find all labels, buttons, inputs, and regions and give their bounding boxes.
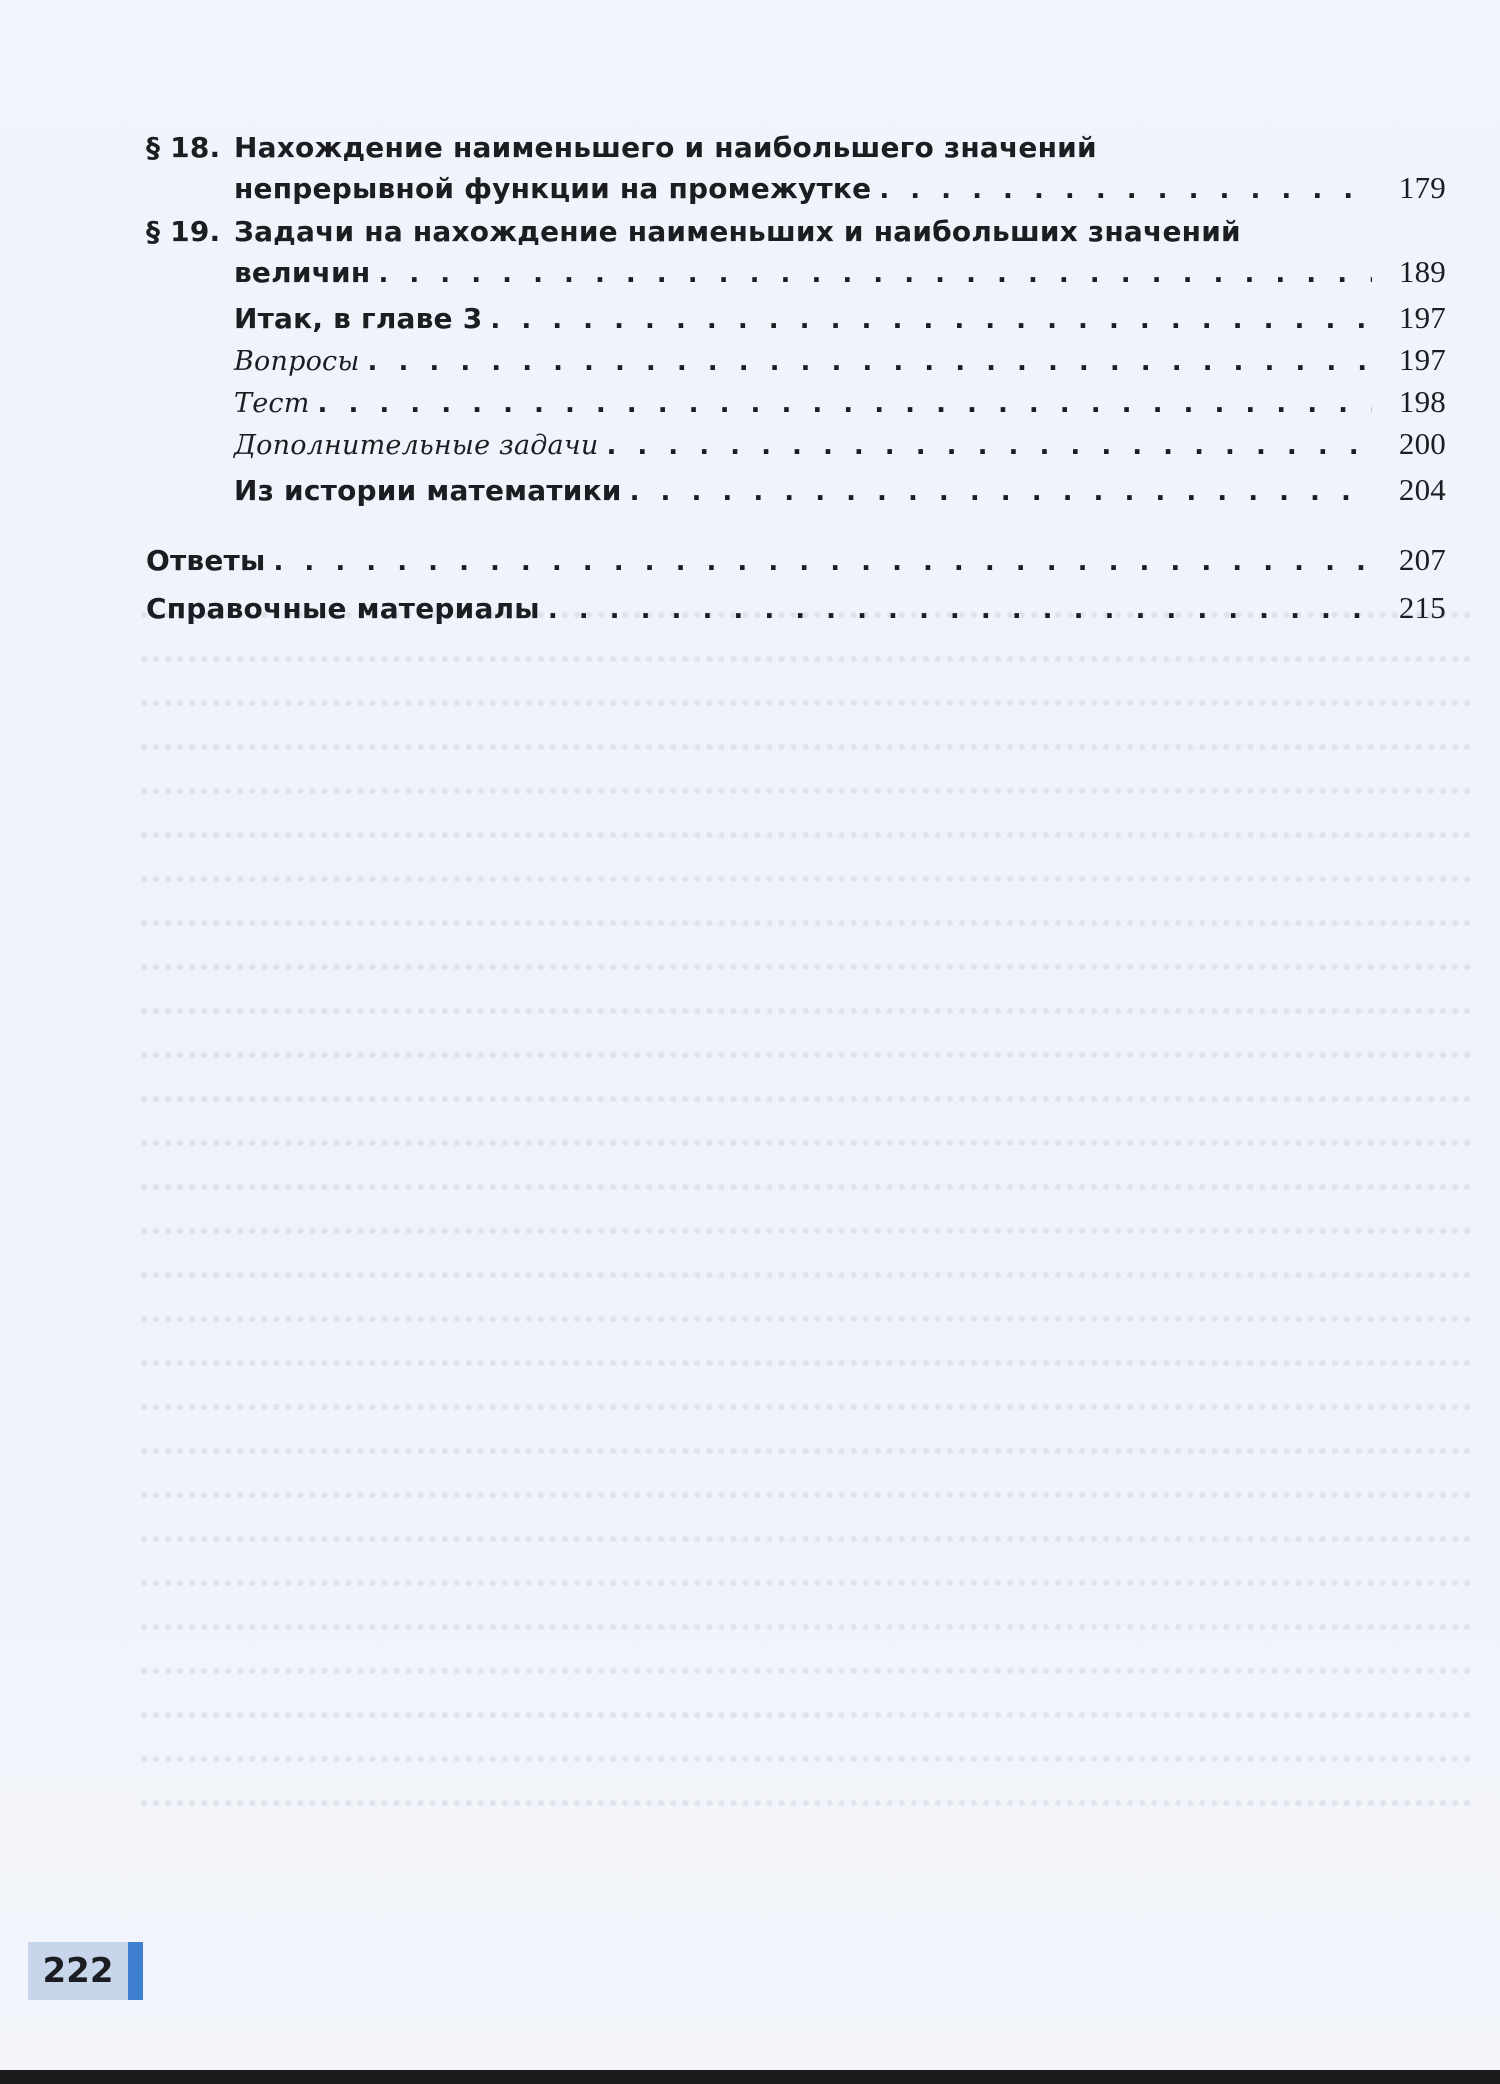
toc-entry-reference[interactable]: [146, 588, 1446, 630]
section-title-line1: Нахождение наименьшего и наибольшего значений: [234, 131, 1097, 164]
footer-page-number: 222: [42, 1951, 114, 1991]
toc-entry-answers[interactable]: [146, 540, 1446, 582]
section-title-line1: Задачи на нахождение наименьших и наибольших значений: [234, 215, 1241, 248]
section-number: § 18.: [146, 131, 221, 164]
entry-title: Итак, в главе 3: [234, 302, 483, 335]
page-number: 179: [1398, 170, 1446, 205]
dot-leader: [879, 170, 1372, 210]
page-number: 204: [1398, 472, 1446, 507]
page-number: 197: [1398, 342, 1446, 377]
bleed-through-text: [140, 610, 1470, 1870]
page-number-tab: [28, 1942, 128, 2000]
toc-entry-extra-problems[interactable]: [146, 424, 1446, 466]
toc-entry-questions[interactable]: [146, 340, 1446, 382]
toc-entry-test[interactable]: [146, 382, 1446, 424]
entry-title: Дополнительные задачи: [234, 430, 599, 461]
dot-leader: [368, 342, 1372, 382]
entry-title: Вопросы: [234, 346, 360, 377]
dot-leader: [606, 426, 1372, 466]
dot-leader: [630, 472, 1372, 512]
toc-entry-history[interactable]: [146, 470, 1446, 512]
page-number: 200: [1398, 426, 1446, 461]
toc-entry-section-19[interactable]: [146, 212, 1446, 294]
entry-title: Тест: [234, 388, 310, 419]
table-of-contents: [146, 128, 1446, 630]
section-title-line2: непрерывной функции на промежутке: [234, 172, 872, 205]
toc-entry-section-18[interactable]: [146, 128, 1446, 210]
page-number: 197: [1398, 300, 1446, 335]
accent-bar: [128, 1942, 143, 2000]
section-title-line2: величин: [234, 256, 371, 289]
dot-leader: [318, 384, 1372, 424]
page-number: 215: [1398, 590, 1446, 625]
dot-leader: [274, 542, 1373, 582]
entry-title: Справочные материалы: [146, 592, 540, 625]
page-number: 189: [1398, 254, 1446, 289]
dot-leader: [490, 300, 1372, 340]
toc-entry-summary[interactable]: [146, 298, 1446, 340]
page-number: 198: [1398, 384, 1446, 419]
dot-leader: [548, 590, 1372, 630]
dot-leader: [378, 254, 1372, 294]
page-number: 207: [1398, 542, 1446, 577]
entry-title: Из истории математики: [234, 474, 622, 507]
scan-edge: [0, 2070, 1500, 2084]
entry-title: Ответы: [146, 544, 266, 577]
section-number: § 19.: [146, 215, 221, 248]
